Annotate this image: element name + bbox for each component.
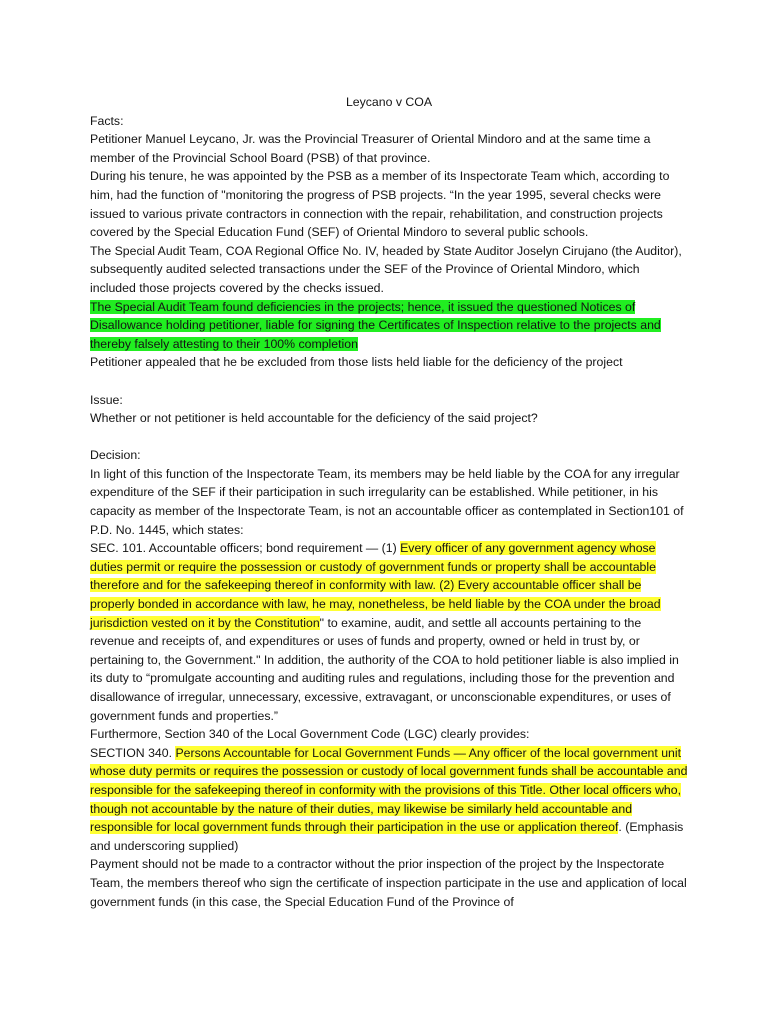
section-101-tail: " to examine, audit, and settle all accounts pertaining to the revenue and receipts of, and expenditures or uses of funds and property, owned or held in trust by, or pertaining to, the Government." In addition, the authority of the COA to hold petitioner liable is also implied in its duty to “promulgate accounting and auditing rules and regulations, including those for the prevention and disallowance of irregular, unnecessary, excessive, extravagant, or unconscionable expenditures, or uses of government funds and properties.” (90, 615, 679, 723)
section-101-lead: SEC. 101. Accountable officers; bond requirement — (1) (90, 541, 401, 556)
section-101-highlight: Every officer of any government agency whose duties permit or require the possession or custody of government funds or property shall be accountable therefore and for the safekeeping thereof in conformity with law. (2) Every accountable officer shall be properly bonded in accordance with law, he may, nonetheless, be held liable by the COA under the broad jurisdiction vested on it by the Constitution (90, 541, 661, 630)
facts-heading: Facts: (90, 113, 124, 128)
section-340-paragraph (90, 744, 688, 856)
decision-heading: Decision: (90, 448, 141, 463)
document-title: Leycano v COA (345, 95, 433, 109)
section-101-paragraph (90, 539, 688, 725)
green-highlight: The Special Audit Team found deficiencies in the projects; hence, it issued the questioned Notices of Disallowance holding petitioner, liable for signing the Certificates of Inspection relative to the projects and thereby falsely attesting to their 100% completion (90, 299, 661, 351)
facts-paragraph-5: Petitioner appealed that he be excluded from those lists held liable for the deficiency of the project (90, 355, 623, 370)
decision-last-paragraph: Payment should not be made to a contractor without the prior inspection of the project by the Inspectorate Team, the members thereof who sign the certificate of inspection participate in the use and application of local government funds (in this case, the Special Education Fund of the Province of (90, 857, 687, 909)
lgc-intro-paragraph: Furthermore, Section 340 of the Local Government Code (LGC) clearly provides: (90, 727, 530, 742)
section-340-lead: SECTION 340. (90, 745, 176, 760)
facts-paragraph-1: Petitioner Manuel Leycano, Jr. was the Provincial Treasurer of Oriental Mindoro and at the same time a member of the Provincial School Board (PSB) of that province. (90, 132, 651, 165)
document-body (90, 93, 688, 911)
section-340-tail: . (Emphasis and underscoring supplied) (90, 820, 684, 853)
decision-paragraph-1: In light of this function of the Inspectorate Team, its members may be held liable by the COA for any irregular expenditure of the SEF if their participation in such irregularity can be established. While petitioner, in his capacity as member of the Inspectorate Team, is not an accountable officer as contemplated in Section101 of P.D. No. 1445, which states: (90, 466, 684, 537)
issue-heading: Issue: (90, 392, 123, 407)
issue-text: Whether or not petitioner is held accountable for the deficiency of the said project? (90, 411, 538, 426)
facts-paragraph-3: The Special Audit Team, COA Regional Office No. IV, headed by State Auditor Joselyn Cirujano (the Auditor), subsequently audited selected transactions under the SEF of the Province of Oriental Mindoro, which included those projects covered by the checks issued. (90, 243, 682, 295)
section-340-highlight: Persons Accountable for Local Government Funds — Any officer of the local government unit whose duty permits or requires the possession or custody of local government funds shall be accountable and responsible for the safekeeping thereof in conformity with the provisions of this Title. Other local officers who, though not accountable by the nature of their duties, may likewise be similarly held accountable and responsible for local government funds through their participation in the use or application thereof (90, 745, 688, 835)
facts-paragraph-4 (90, 298, 688, 354)
facts-paragraph-2: During his tenure, he was appointed by the PSB as a member of its Inspectorate Team which, according to him, had the function of "monitoring the progress of PSB projects. “In the year 1995, several checks were issued to various private contractors in connection with the repair, rehabilitation, and construction projects covered by the Special Education Fund (SEF) of Oriental Mindoro to several public schools. (90, 169, 670, 240)
